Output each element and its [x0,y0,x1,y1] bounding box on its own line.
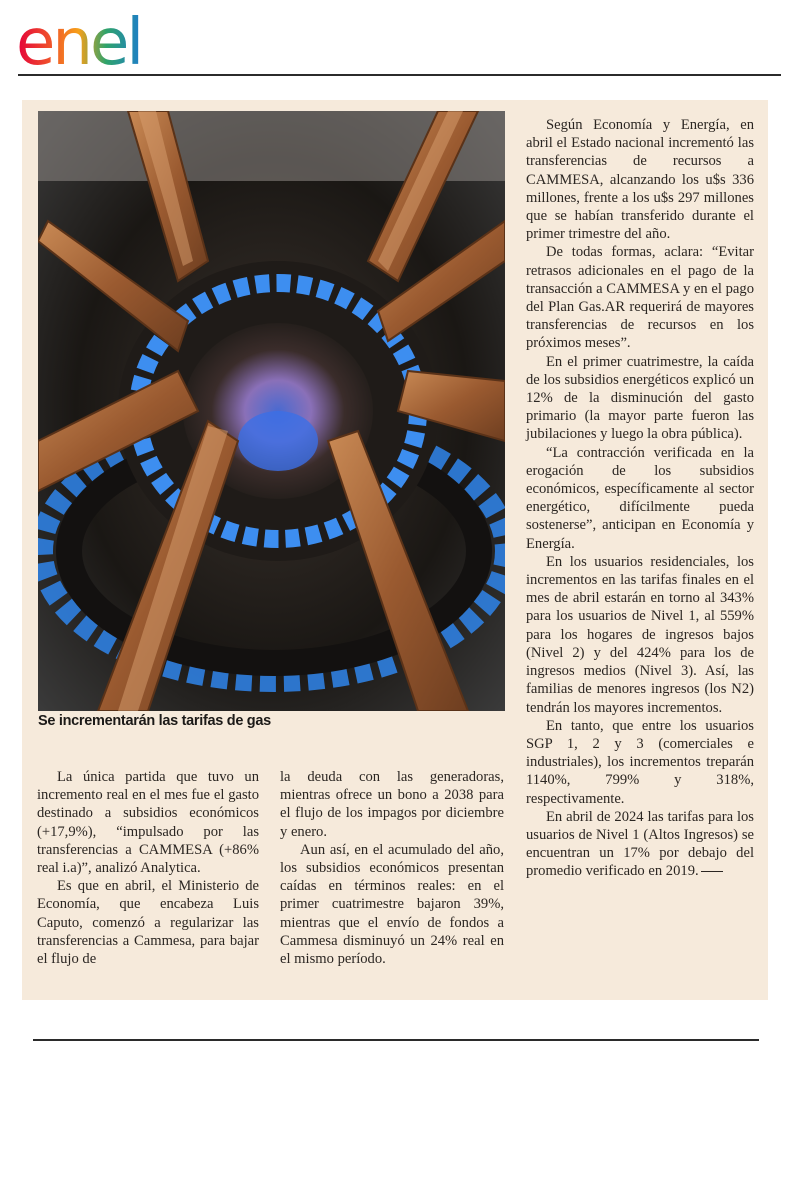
paragraph: De todas formas, aclara: “Evitar retrasos adicionales en el pago de la transacción a CAMMESA y en el pago del Plan Gas.AR requerirá de mayores transferencias de recursos en los próximos meses”. [526,244,754,352]
article-column-1 [37,768,259,968]
paragraph-last [526,808,754,881]
paragraph: Aun así, en el acumulado del año, los subsidios económicos presentan caídas en términos reales: en el primer cuatrimestre bajaron 39%, mientras que el envío de fondos a Cammesa disminuyó un 24% real en el mismo período. [280,841,504,968]
paragraph-text: En abril de 2024 las tarifas para los usuarios de Nivel 1 (Altos Ingresos) se encuentran un 17% por debajo del promedio verificado en 2019. [526,808,754,880]
article-column-2 [280,768,504,968]
paragraph: la deuda con las generadoras, mientras ofrece un bono a 2038 para el flujo de los impagos por diciembre y enero. [280,769,504,840]
end-mark [701,871,723,872]
article-column-3 [526,116,754,881]
gas-burner-photo [38,111,505,711]
paragraph: Es que en abril, el Ministerio de Economía, que encabeza Luis Caputo, comenzó a regularizar las transferencias a Cammesa, para bajar el flujo de [37,878,259,968]
svg-text:enel: enel [16,8,142,70]
paragraph: “La contracción verificada en la erogación de los subsidios económicos, específicamente al sector energético, difícilmente pueda sostenerse”, anticipan en Economía y Energía. [526,444,754,552]
photo-caption: Se incrementarán las tarifas de gas [38,713,271,729]
paragraph: La única partida que tuvo un incremento real en el mes fue el gasto destinado a subsidios económicos (+17,9%), “impulsado por las transferencias a CAMMESA (+86% real i.a)”, analizó Analytica. [37,769,259,877]
paragraph: En tanto, que entre los usuarios SGP 1, 2 y 3 (comerciales e industriales), los incrementos treparán 1140%, 799% y 318%, respectivamente. [526,717,754,807]
header-rule [18,74,781,76]
newspaper-clipping [22,100,768,1000]
footer-rule [33,1039,759,1041]
paragraph: En los usuarios residenciales, los incrementos en las tarifas finales en el mes de abril estarán en torno al 343% para los usuarios de Nivel 1, al 559% para los hogares de ingresos bajos (Nivel 2) y del 424% para los de ingresos medios (Nivel 3). Así, las familias de menores ingresos (los N2) tendrán los mayores incrementos. [526,553,754,716]
paragraph: Según Economía y Energía, en abril el Estado nacional incrementó las transferencias de recursos a CAMMESA, alcanzando los u$s 336 millones, frente a los u$s 297 millones que se habían transferido durante el primer trimestre del año. [526,117,754,243]
enel-logo [16,8,181,70]
paragraph: En el primer cuatrimestre, la caída de los subsidios energéticos explicó un 12% de la disminución del gasto primario (la mayor parte fueron las jubilaciones y luego la obra pública). [526,353,754,443]
